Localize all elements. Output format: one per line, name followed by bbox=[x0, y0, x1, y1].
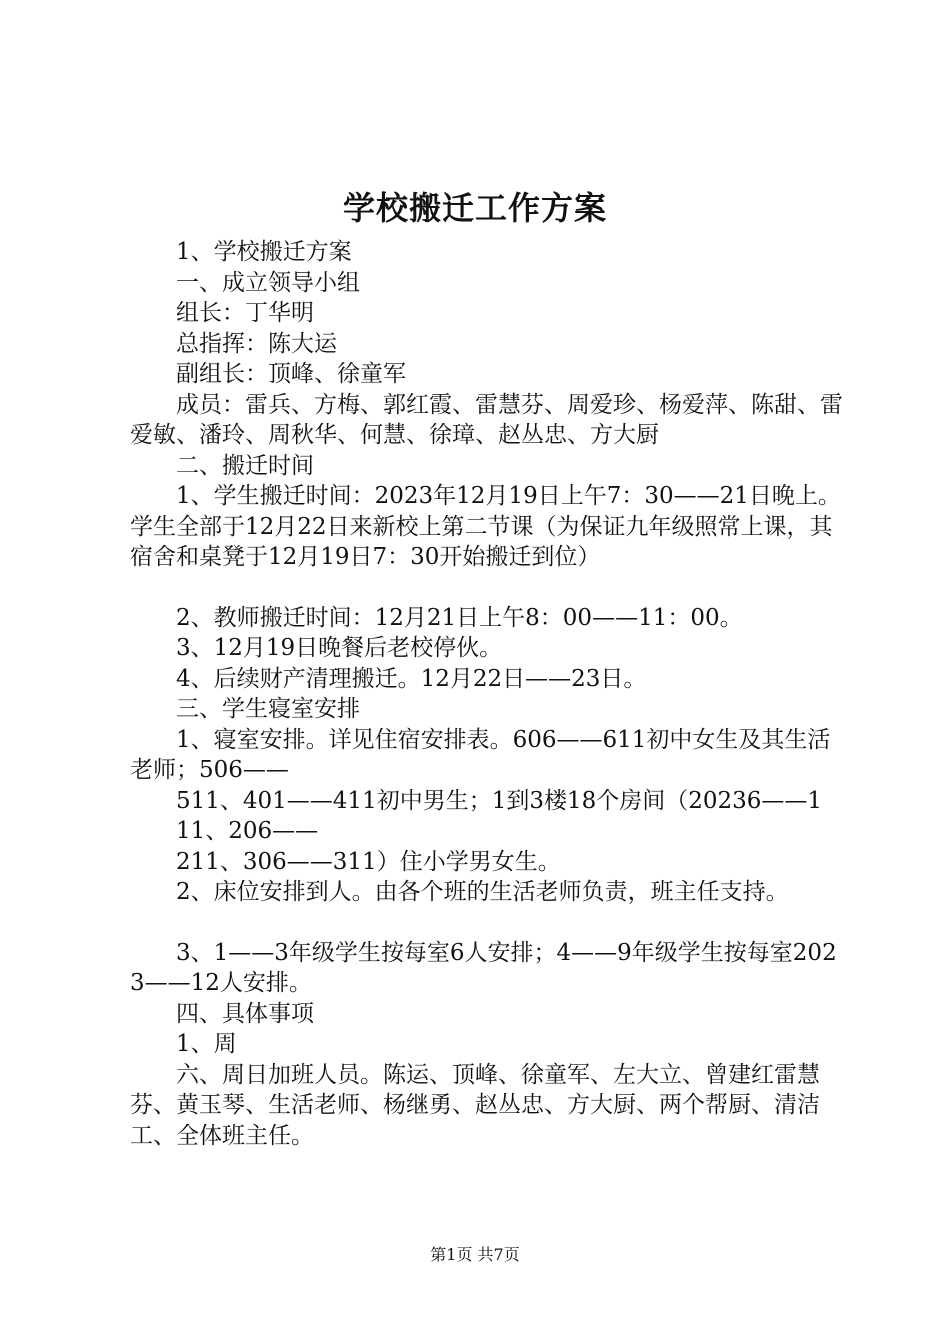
paragraph: 1、寝室安排。详见住宿安排表。606——611初中女生及其生活老师；506—— bbox=[130, 726, 831, 783]
paragraph: 3、1——3年级学生按每室6人安排；4——9年级学生按每室2023——12人安排。 bbox=[130, 939, 837, 996]
document-title: 学校搬迁工作方案 bbox=[342, 189, 607, 227]
paragraph: 3、12月19日晚餐后老校停伙。 bbox=[176, 635, 503, 661]
paragraph: 组长：丁华明 bbox=[176, 300, 314, 326]
paragraph: 11、206—— bbox=[176, 818, 319, 844]
paragraph: 成员：雷兵、方梅、郭红霞、雷慧芬、周爱珍、杨爱萍、陈甜、雷爱敏、潘玲、周秋华、何慧、徐璋、赵丛忠、方大厨 bbox=[130, 391, 843, 448]
paragraph: 511、401——411初中男生；1到3楼18个房间（20236——1 bbox=[176, 787, 823, 814]
paragraph: 副组长：顶峰、徐童军 bbox=[176, 361, 406, 387]
paragraph-gap bbox=[130, 908, 850, 938]
page-footer: 第1页 共7页 bbox=[430, 1245, 520, 1264]
paragraph: 1、学校搬迁方案 bbox=[176, 239, 352, 265]
document-body bbox=[130, 237, 850, 1151]
paragraph: 六、周日加班人员。陈运、顶峰、徐童军、左大立、曾建红雷慧芬、黄玉琴、生活老师、杨继勇、赵丛忠、方大厨、两个帮厨、清洁工、全体班主任。 bbox=[130, 1061, 820, 1149]
section-heading: 一、成立领导小组 bbox=[176, 269, 360, 296]
paragraph: 1、周 bbox=[176, 1031, 237, 1057]
paragraph: 2、床位安排到人。由各个班的生活老师负责，班主任支持。 bbox=[176, 879, 789, 905]
paragraph: 总指挥：陈大运 bbox=[176, 330, 337, 357]
section-heading: 三、学生寝室安排 bbox=[176, 696, 360, 722]
paragraph-gap bbox=[130, 573, 850, 603]
paragraph: 1、学生搬迁时间：2023年12月19日上午7：30——21日晚上。学生全部于12月22日来新校上第二节课（为保证九年级照常上课，其宿舍和桌凳于12月19日7：30开始搬迁到位） bbox=[130, 483, 841, 570]
section-heading: 四、具体事项 bbox=[176, 1000, 314, 1027]
paragraph: 2、教师搬迁时间：12月21日上午8：00——11：00。 bbox=[176, 604, 743, 631]
paragraph: 4、后续财产清理搬迁。12月22日——23日。 bbox=[176, 665, 647, 692]
section-heading: 二、搬迁时间 bbox=[176, 452, 314, 479]
paragraph: 211、306——311）住小学男女生。 bbox=[176, 848, 561, 875]
